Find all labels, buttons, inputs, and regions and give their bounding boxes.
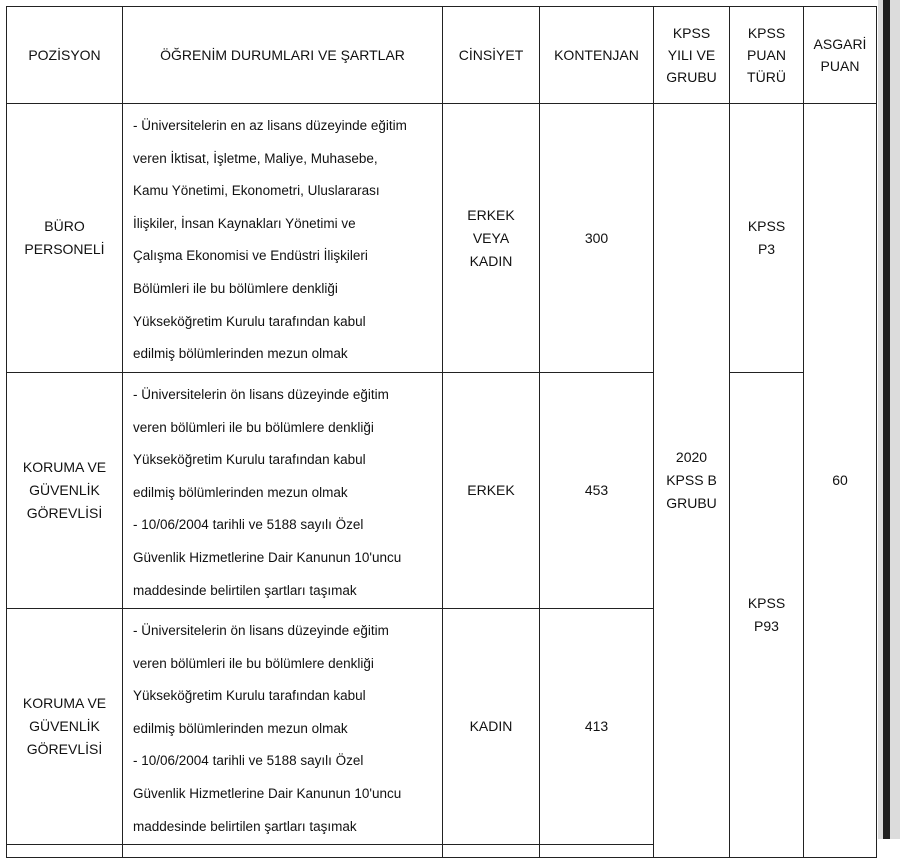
table-header-row: [7, 7, 877, 104]
kpss-year-group-cell: 2020 KPSS B GRUBU: [654, 104, 730, 858]
header-gender: CİNSİYET: [443, 7, 540, 104]
header-kpss-score-type: KPSS PUAN TÜRÜ: [730, 7, 804, 104]
empty-cell: [123, 845, 443, 858]
row-position: KORUMA VE GÜVENLİK GÖREVLİSİ: [7, 609, 123, 845]
empty-cell: [7, 845, 123, 858]
score-type-p93-cell: KPSS P93: [730, 373, 804, 858]
table-row: [7, 104, 877, 373]
row-quota: 453: [540, 373, 654, 609]
row-requirements: - Üniversitelerin ön lisans düzeyinde eğitim veren bölümleri ile bu bölümlere denkliği Yükseköğretim Kurulu tarafından kabul edilmiş bölümlerinden mezun olmak - 10/06/2004 tarihli ve 5188 sayılı Özel Güvenlik Hizmetlerine Dair Kanunun 10'uncu maddesinde belirtilen şartları taşımak: [123, 373, 443, 609]
row-requirements: - Üniversitelerin ön lisans düzeyinde eğitim veren bölümleri ile bu bölümlere denkliği Yükseköğretim Kurulu tarafından kabul edilmiş bölümlerinden mezun olmak - 10/06/2004 tarihli ve 5188 sayılı Özel Güvenlik Hizmetlerine Dair Kanunun 10'uncu maddesinde belirtilen şartları taşımak: [123, 609, 443, 845]
header-min-score: ASGARİ PUAN: [804, 7, 877, 104]
header-quota: KONTENJAN: [540, 7, 654, 104]
row-gender: KADIN: [443, 609, 540, 845]
row-position: KORUMA VE GÜVENLİK GÖREVLİSİ: [7, 373, 123, 609]
row-quota: 300: [540, 104, 654, 373]
row-position: BÜRO PERSONELİ: [7, 104, 123, 373]
min-score-cell: 60: [804, 104, 877, 858]
header-kpss-year-group: KPSS YILI VE GRUBU: [654, 7, 730, 104]
row-gender: ERKEK: [443, 373, 540, 609]
table-row: [7, 373, 877, 609]
empty-cell: [540, 845, 654, 858]
row-score-type: KPSS P3: [730, 104, 804, 373]
row-quota: 413: [540, 609, 654, 845]
header-requirements: ÖĞRENİM DURUMLARI VE ŞARTLAR: [123, 7, 443, 104]
row-gender: ERKEK VEYA KADIN: [443, 104, 540, 373]
header-position: POZİSYON: [7, 7, 123, 104]
empty-cell: [443, 845, 540, 858]
scrollbar-track[interactable]: [883, 0, 890, 839]
page-scrollbar[interactable]: [878, 0, 900, 839]
row-requirements: - Üniversitelerin en az lisans düzeyinde eğitim veren İktisat, İşletme, Maliye, Muhasebe, Kamu Yönetimi, Ekonometri, Uluslararası İlişkiler, İnsan Kaynakları Yönetimi ve Çalışma Ekonomisi ve Endüstri İlişkileri Bölümleri ile bu bölümlere denkliği Yükseköğretim Kurulu tarafından kabul edilmiş bölümlerinden mezun olmak: [123, 104, 443, 373]
positions-table: [6, 6, 877, 858]
